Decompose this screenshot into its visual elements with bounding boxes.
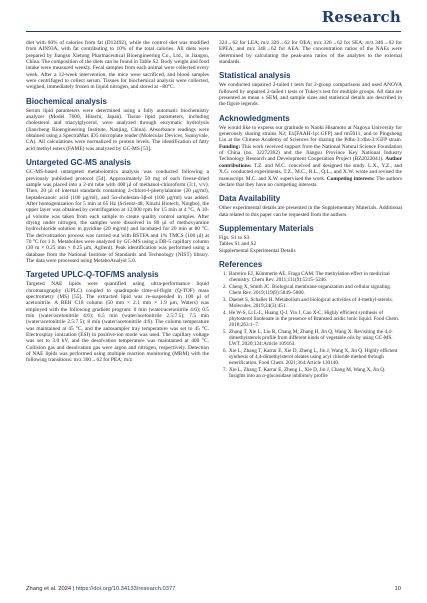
supplementary-list bbox=[219, 235, 402, 254]
supplementary-item[interactable]: Tables S1 and S2 bbox=[219, 241, 257, 248]
supplementary-item[interactable]: Supplemental Experimental Details bbox=[219, 247, 296, 254]
data-availability-body: Other experimental details are presented in the Supplementary Materials. Additional data related to this paper can be requested from the authors. bbox=[219, 205, 402, 218]
nae-transitions-paragraph: 324→62 for LEA; m/z 326→62 for OEA; m/z 326→62 for SEA; m/z 346→62 for EPEA; and m/z 348→62 for AEA. The concentration ratios of the NAEs were determined by calculating the peak-area ratios of the analytes to the external standards. bbox=[219, 40, 402, 66]
biochemical-analysis-body: Serum lipid parameters were determined using a fully automatic biochemistry analyzer (Model 7600, Hitachi, Japan). Tissue lipid parameters, including cholesterol and triacylglycerol, were analyzed through enzymatic hydrolysis (Jiancheng Bioengineering Institute, Nanjing, China). Absorbance readings were obtained using a SpectraMax iD5 microplate reader (Molecular Devices, Sunnyvale, CA). All calculations were normalized to protein levels. The identification of fatty acid methyl esters (FAME) was analyzed by GC-MS [53]. bbox=[26, 107, 209, 152]
left-column bbox=[26, 40, 209, 364]
statistical-analysis-body: We conducted unpaired 2-tailed t tests for 2-group comparisons and used ANOVA followed by unpaired 2-tailed t tests or Tukey's test for multiple groups. All data are presented as mean ± SEM, and sample sizes and statistical details are described in the figure legends. bbox=[219, 82, 402, 108]
supplementary-item[interactable]: Figs. S1 to S3 bbox=[219, 234, 250, 241]
reference-item: 7. Xie L, Zhang T, Karrar E, Zheng L, Xie D, Jin J, Chang M, Wang X, Jin Q. Insights into an α-glucosidase inhibitory profile bbox=[228, 367, 402, 379]
page-header bbox=[26, 8, 401, 38]
funding-text: This work received support from the National Natural Science Foundation of China (no. 32272302) and the Jiangsu Province Key National Industry Technology Research and Development Cooperation Project (BZ2022041). bbox=[219, 143, 402, 163]
untargeted-gcms-heading: Untargeted GC-MS analysis bbox=[26, 158, 131, 168]
reference-item: 4. He W-S, Li L-L, Huang Q-J, Yin J, Cao X-C. Highly efficient synthesis of phytosterol linolenate in the presence of Brønsted acidic ionic liquid. Food Chem. 2018;263:1–7. bbox=[228, 310, 402, 328]
statistical-analysis-heading: Statistical analysis bbox=[219, 71, 291, 81]
reference-item: 5. Zhang T, Xie L, Liu R, Chang M, Zhang H, Jin Q, Wang X. Revisiting the 4,4-dimethylsterols profile from different kinds of vegetable oils by using GC-MS. LWT. 2020;124:Article 109163. bbox=[228, 329, 402, 347]
acknowledgments-text: We would like to express our gratitude to Naoki Hisamoto at Nagoya University for generously sharing strains N2; Ex[FAAH-1p::GFP] and tm5011, and to Pingsheng Liu at the Chinese Academy of Sciences for sharing the Pdhs-3::dhs-3::GFP strain. bbox=[219, 124, 402, 144]
page-footer bbox=[26, 586, 401, 596]
right-column bbox=[219, 40, 402, 380]
reference-item: 6. Xie L, Zhang T, Karrar E, Xie D, Zheng L, Jin J, Wang X, Jin Q. Highly efficient synthesis of 4,4-dimethylsterol oleates using acyl chloride method through esterification. Food Chem. 2021;364:Article 130140. bbox=[228, 348, 402, 366]
author-contributions-label: Author contributions: bbox=[219, 156, 402, 169]
untargeted-gcms-body: GC-MS-based untargeted metabolomics analysis was conducted following a previously published protocol [54]. Approximately 50 mg of each freeze-dried sample was placed into a 2-ml tube with 400 μl of methanol-chloroform (3:1, v/v). Then, 20 μl of internal standards containing 2-chloro-l-phenylalanine (20 μg/ml), heptadecanoic acid (100 μg/ml), and 5α-cholestan-3β-ol (100 μg/ml) was added. After homogenization for 5 min at 65 Hz (Scientz-48, Xinzhi Biotech, Ningbo), the upper layer was obtained by centrifugation at 12,000 rpm for 15 min at 4 °C. A 10-μl volume was taken from each sample to create quality control samples. After drying under nitrogen, the samples were dissolved in 80 μl of methoxyamine hydrochloride solution in pyridine (20 mg/ml) and incubated for 20 min at 80 °C. The derivatization process was carried out with BSTFA and 1% TMCS (100 μl) at 70 °C for 1 h. Metabolites were analyzed by GC-MS using a DB-5 capillary column (30 m × 0.25 mm × 0.25 μm, Agilent). Peak identification was performed using a database from the National Institute of Standards and Technology (NIST) library. The data were processed using MetaboAnalyst 5.0. bbox=[26, 169, 209, 264]
supplementary-materials-heading: Supplementary Materials bbox=[219, 223, 314, 233]
reference-item: 1. Barreiro EJ, Kümmerle AE, Fraga CAM. The methylation effect in medicinal chemistry. Chem Rev. 2011;111(9):5215–5246. bbox=[228, 271, 402, 283]
author-contributions-text: T.Z. and M.C. conceived and designed the study. L.X., Y.Z., and X.G. conducted experiments. T.Z., M.C., R.L., Q.L., and X.W. wrote and revised the manuscript. M.C. and X.W. supervised the work. bbox=[219, 162, 402, 182]
acknowledgments-heading: Acknowledgments bbox=[219, 113, 290, 123]
competing-interests-label: Competing interests: bbox=[326, 175, 375, 182]
doi-link[interactable]: https://doi.org/10.34133/research.0377 bbox=[75, 586, 176, 592]
references-heading: References bbox=[219, 260, 263, 270]
references-list bbox=[219, 271, 402, 379]
data-availability-heading: Data Availability bbox=[219, 194, 281, 204]
footer-citation bbox=[26, 586, 175, 592]
competing-interests-text: The authors declare that they have no competing interests. bbox=[219, 175, 402, 188]
targeted-uplc-body: Targeted NAE lipids were quantified using ultra-performance liquid chromatography (UPLC) coupled to quadrupole time-of-flight (Q-TOF) mass spectrometry (MS) [55]. The extracted lipid was re-suspended in 100 μl of acetonitrile. A BEH C18 column (50 mm × 2.1 mm × 1.9 μm, Waters) was employed with the following gradient program: 0 min (water/acetonitrile 4:6); 0.5 min (water/acetonitrile 4:6); 6.5 min (water/acetonitrile 2.5:7.5); 7.5 min (water/acetonitrile 2.5:7.5); 8 min (water/acetonitrile 4:6). The column temperature was maintained at 45 °C, and the autosampler tray temperature was set to 45 °C. Electrospray ionization (ESI) in positive-ion mode was used. The capillary voltage was set to 3.0 kV, and the desolvation temperature was maintained at 400 °C. Collision gas and desolvation gas were argon and nitrogen, respectively. Detection of NAE lipids was performed using multiple reaction monitoring (MRM) with the following transitions: m/z 300→62 for PEA; m/z bbox=[26, 281, 209, 364]
journal-name: Research bbox=[321, 8, 401, 26]
funding-label: Funding: bbox=[219, 143, 241, 150]
reference-item: 3. Daenet S, Schaller H. Metabolism and biological activities of 4-methyl-sterols. Molecules. 2019;24(3):451. bbox=[228, 297, 402, 309]
reference-item: 2. Cheng X, Smith JC. Biological membrane organization and cellular signaling. Chem Rev. 2019;119(9):5849–5880. bbox=[228, 284, 402, 296]
page-number: 10 bbox=[394, 586, 401, 592]
citation-text: Zhang et al. 2024 | bbox=[26, 586, 76, 592]
header-rule bbox=[26, 31, 401, 32]
acknowledgments-body bbox=[219, 125, 402, 188]
targeted-uplc-heading: Targeted UPLC-Q-TOF/MS analysis bbox=[26, 270, 159, 280]
diet-paragraph: diet with 60% of calories from fat (D12492), while the control diet was modified from AIN93A, with fat contributing to 10% of the total calories. All diets were prepared by Jiangsu Xietong Pharmaceutical Bioengineering Co., Ltd., in Jiangsu, China. The composition of the diets can be found in Table S2. Body weight and food intake were measured weekly. Fecal samples from each animal were collected every week. After a 12-week intervention, the mice were sacrificed, and blood samples were centrifuged to collect serum. Tissues for biochemical analysis were collected, weighed, immediately frozen in liquid nitrogen, and stored at −80°C. bbox=[26, 40, 209, 91]
biochemical-analysis-heading: Biochemical analysis bbox=[26, 96, 107, 106]
